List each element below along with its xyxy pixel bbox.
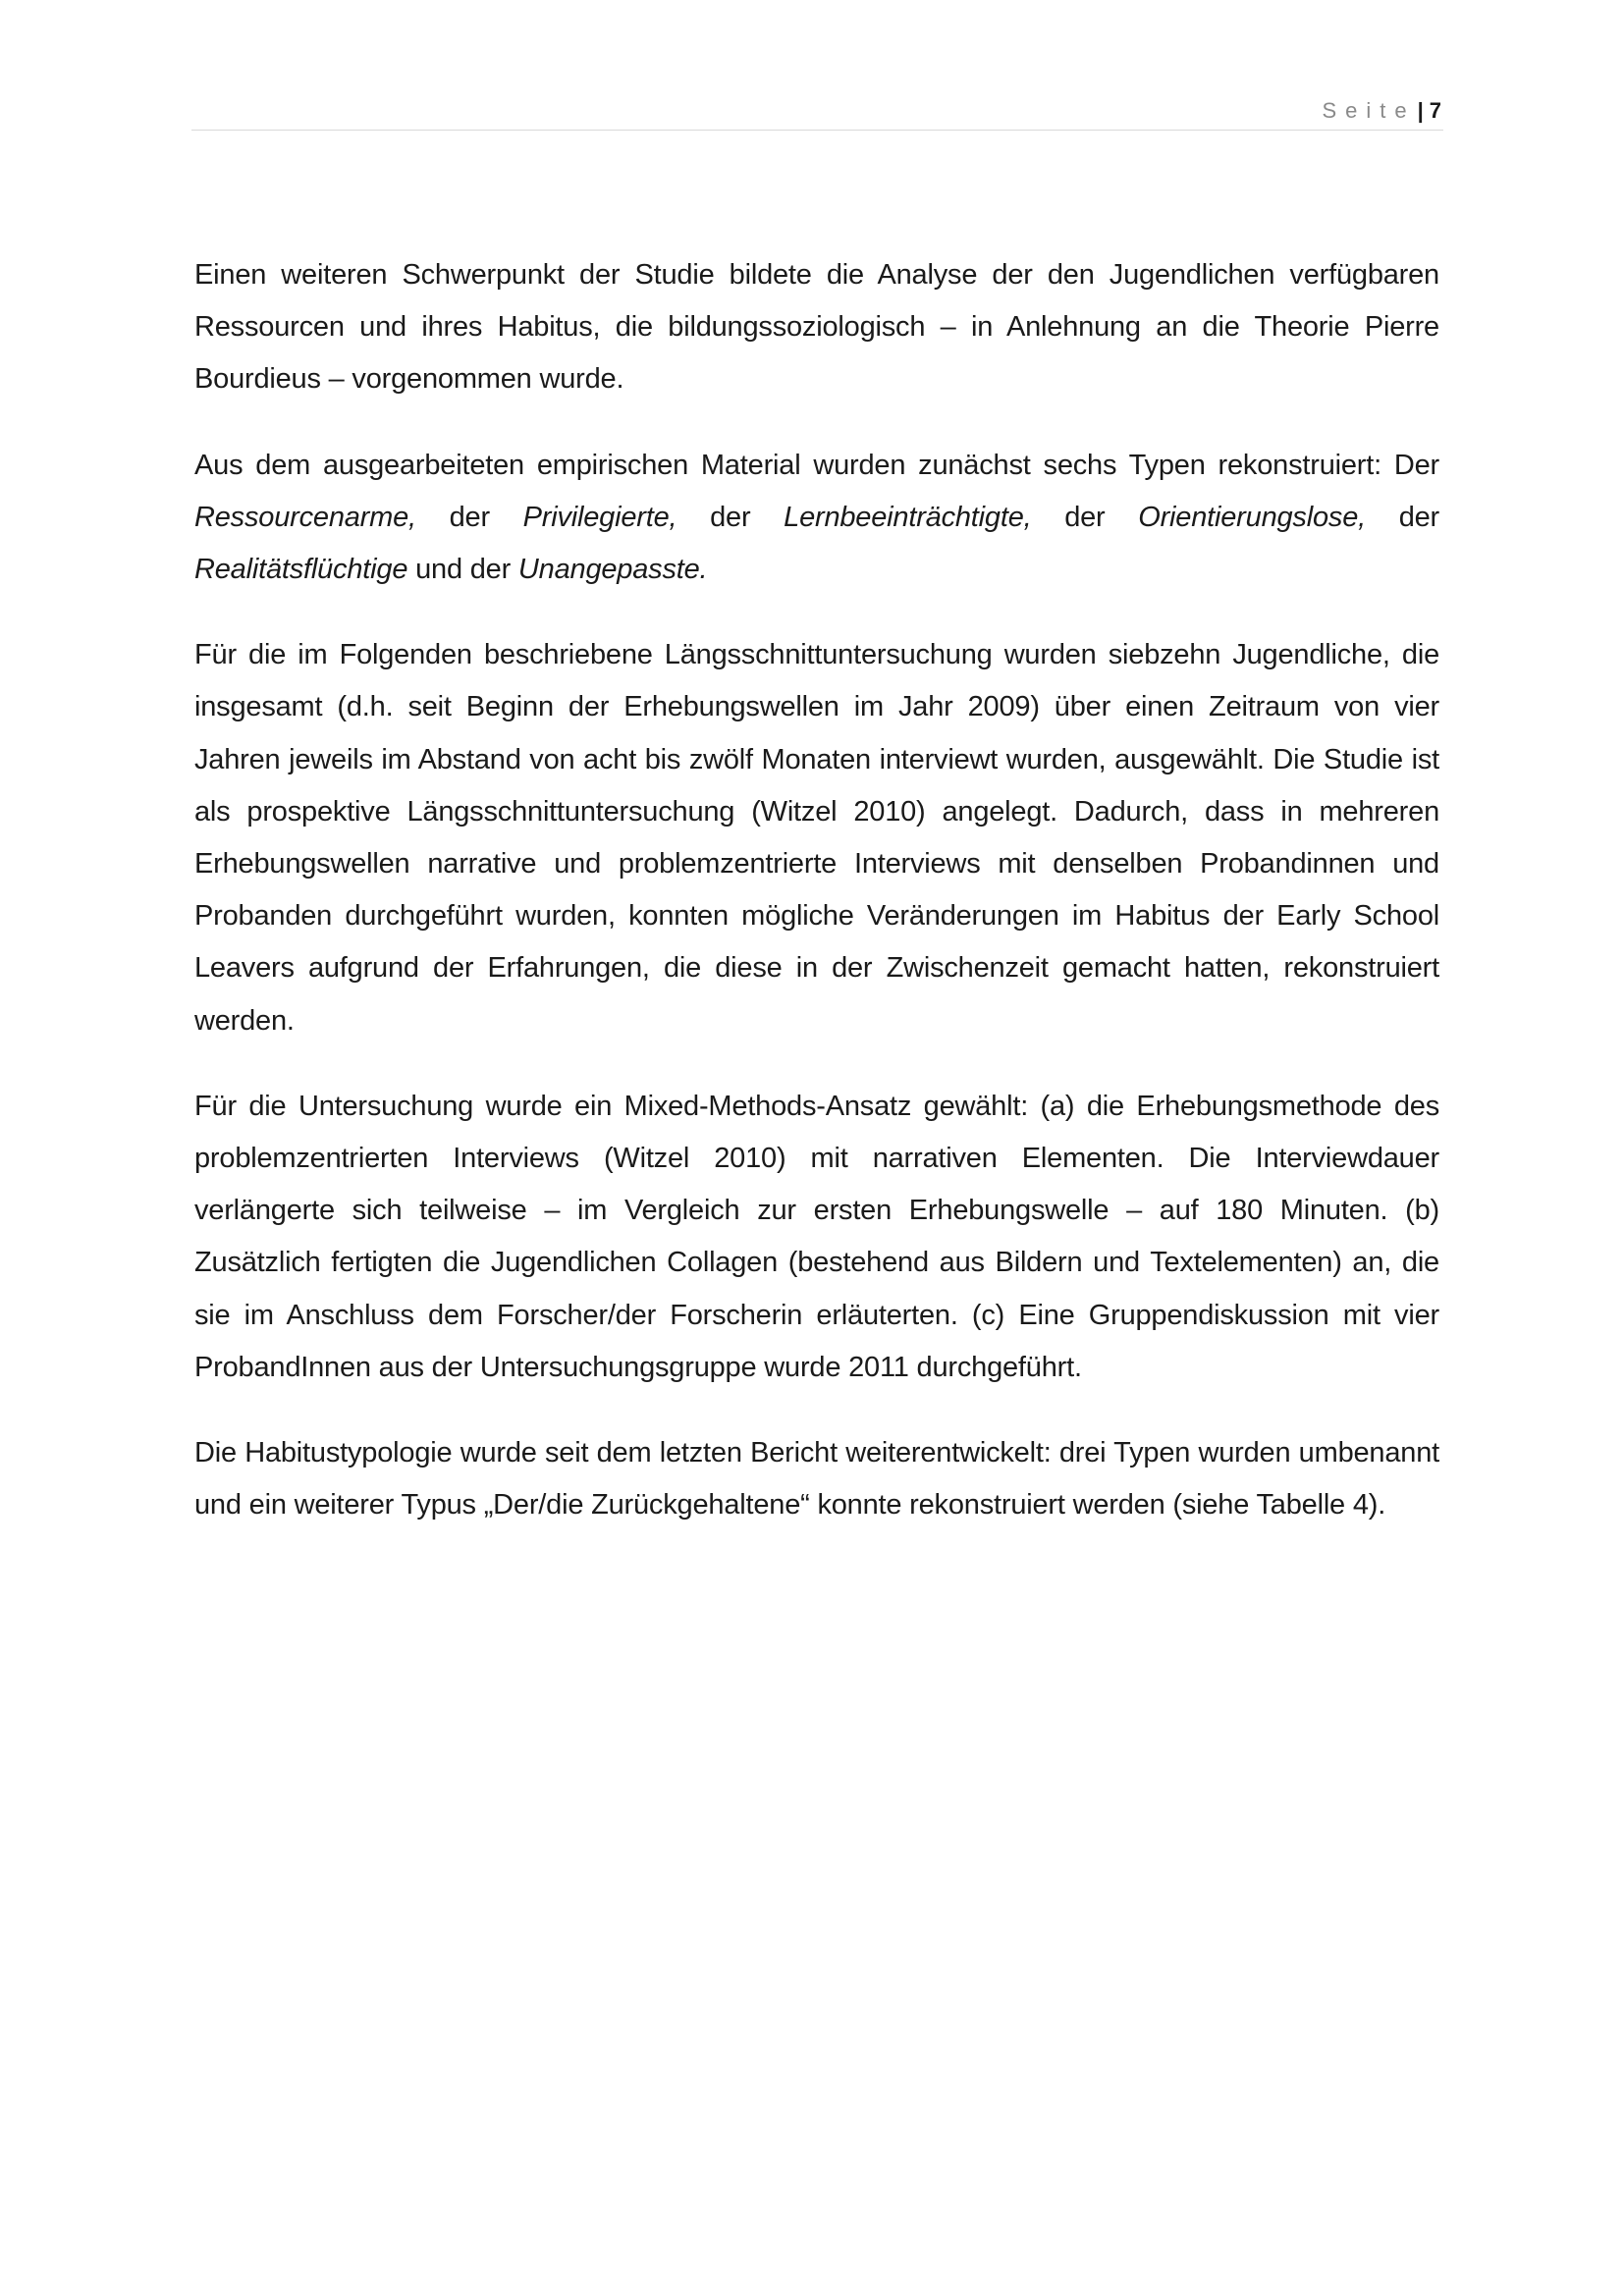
paragraph-2 <box>194 440 1439 597</box>
document-body <box>194 249 1439 1565</box>
paragraph-2-join-2: der <box>677 501 785 533</box>
type-unangepasste: Unangepasste. <box>517 554 708 586</box>
paragraph-2-join-4: der <box>1365 501 1440 533</box>
paragraph-2-intro: Aus dem ausgearbeiteten empirischen Material wurden zunächst sechs Typen rekonstruiert: Der <box>194 449 1439 481</box>
paragraph-1: Einen weiteren Schwerpunkt der Studie bildete die Analyse der den Jugendlichen verfügbaren Ressourcen und ihres Habitus, die bildungssoziologisch – in Anlehnung an die Theorie Pierre Bourdieus – vorgenommen wurde. <box>194 259 1439 396</box>
page-separator: | <box>1417 98 1424 123</box>
type-ressourcenarme: Ressourcenarme, <box>194 501 416 533</box>
page-number <box>1322 98 1441 124</box>
paragraph-2-join-1: der <box>415 501 523 533</box>
type-lernbeeintraechtigte: Lernbeeinträchtigte, <box>784 501 1032 533</box>
type-orientierungslose: Orientierungslose, <box>1138 501 1366 533</box>
paragraph-4: Für die Untersuchung wurde ein Mixed-Methods-Ansatz gewählt: (a) die Erhebungsmethode des problemzentrierten Interviews (Witzel 2010) mit narrativen Elementen. Die Interviewdauer verlängerte sich teilweise – im Vergleich zur ersten Erhebungswelle – auf 180 Minuten. (b) Zusätzlich fertigten die Jugendlichen Collagen (bestehend aus Bildern und Textelementen) an, die sie im Anschluss dem Forscher/der Forscherin erläuterten. (c) Eine Gruppendiskussion mit vier ProbandInnen aus der Untersuchungsgruppe wurde 2011 durchgeführt. <box>194 1090 1439 1383</box>
paragraph-2-join-3: der <box>1031 501 1139 533</box>
paragraph-5: Die Habitustypologie wurde seit dem letzten Bericht weiterentwickelt: drei Typen wurden umbenannt und ein weiterer Typus „Der/die Zurückgehaltene“ konnte rekonstruiert werden (siehe Tabelle 4). <box>194 1437 1439 1522</box>
page-header <box>191 90 1443 131</box>
paragraph-2-join-5: und der <box>407 554 518 586</box>
page-number-value: 7 <box>1429 98 1441 123</box>
type-realitaetsfluechtige: Realitätsflüchtige <box>194 554 408 586</box>
paragraph-3: Für die im Folgenden beschriebene Längsschnittuntersuchung wurden siebzehn Jugendliche, die insgesamt (d.h. seit Beginn der Erhebungswellen im Jahr 2009) über einen Zeitraum von vier Jahren jeweils im Abstand von acht bis zwölf Monaten interviewt wurden, ausgewählt. Die Studie ist als prospektive Längsschnittuntersuchung (Witzel 2010) angelegt. Dadurch, dass in mehreren Erhebungswellen narrative und problemzentrierte Interviews mit denselben Probandinnen und Probanden durchgeführt wurden, konnten mögliche Veränderungen im Habitus der Early School Leavers aufgrund der Erfahrungen, die diese in der Zwischenzeit gemacht hatten, rekonstruiert werden. <box>194 639 1439 1037</box>
type-privilegierte: Privilegierte, <box>522 501 677 533</box>
page-label: Seite <box>1322 98 1416 123</box>
